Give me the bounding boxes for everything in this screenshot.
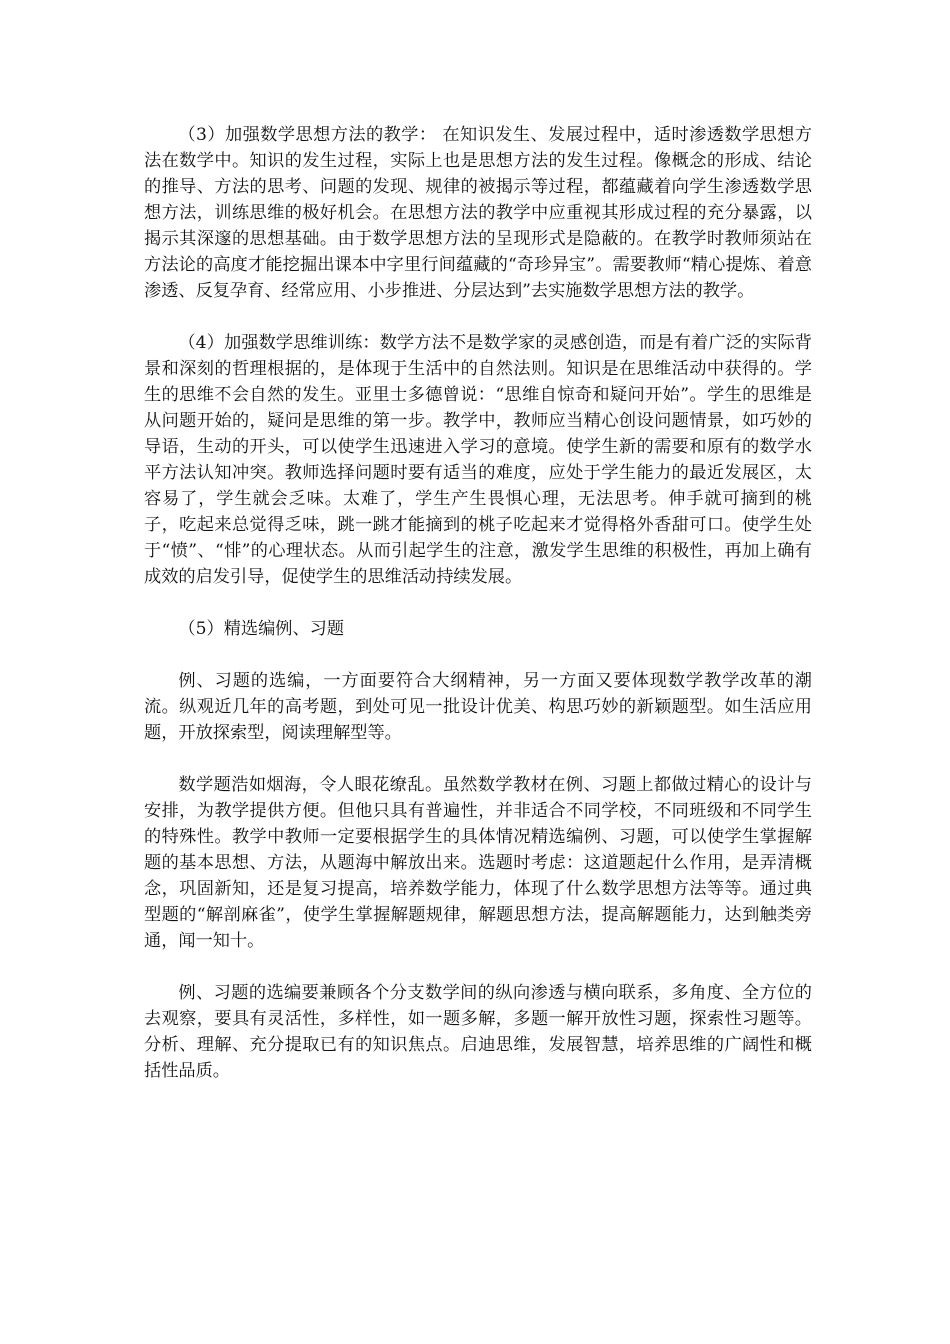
section-heading-exercises: （5）精选编例、习题 <box>178 619 345 639</box>
paragraph-exercise-ocean: 数学题浩如烟海，令人眼花缭乱。虽然数学教材在例、习题上都做过精心的设计与安排，为教学提供方便。但他只具有普遍性，并非适合不同学校，不同班级和不同学生的特殊性。教学中教师一定要根据学生的具体情况精选编例、习题，可以使学生掌握解题的基本思想、方法，从题海中解放出来。选题时考虑：这道题起什么作用，是弄清概念，巩固新知，还是复习提高，培养数学能力，体现了什么数学思想方法等等。通过典型题的“解剖麻雀”，使学生掌握解题规律，解题思想方法，提高解题能力，达到触类旁通，闻一知十。 <box>144 775 812 951</box>
paragraph-thinking-methods: （3）加强数学思想方法的教学： 在知识发生、发展过程中，适时渗透数学思想方法在数学中。知识的发生过程，实际上也是思想方法的发生过程。像概念的形成、结论的推导、方法的思考、问题的发现、规律的被揭示等过程，都蕴藏着向学生渗透数学思想方法，训练思维的极好机会。在思想方法的教学中应重视其形成过程的充分暴露，以揭示其深邃的思想基础。由于数学思想方法的呈现形式是隐蔽的。在教学时教师须站在方法论的高度才能挖掘出课本中字里行间蕴藏的“奇珍异宝”。需要教师“精心提炼、着意渗透、反复孕育、经常应用、小步推进、分层达到”去实施数学思想方法的教学。 <box>144 125 812 301</box>
paragraph-exercise-selection: 例、习题的选编，一方面要符合大纲精神，另一方面又要体现数学教学改革的潮流。纵观近几年的高考题，到处可见一批设计优美、构思巧妙的新颖题型。如生活应用题，开放探索型，阅读理解型等。 <box>144 671 812 743</box>
document-body <box>144 122 812 1110</box>
paragraph-thinking-training: （4）加强数学思维训练：数学方法不是数学家的灵感创造，而是有着广泛的实际背景和深刻的哲理根据的，是体现于生活中的自然法则。知识是在思维活动中获得的。学生的思维不会自然的发生。亚里士多德曾说：“思维自惊奇和疑问开始”。学生的思维是从问题开始的，疑问是思维的第一步。教学中，教师应当精心创设问题情景，如巧妙的导语，生动的开头，可以使学生迅速进入学习的意境。使学生新的需要和原有的数学水平方法认知冲突。教师选择问题时要有适当的难度，应处于学生能力的最近发展区，太容易了，学生就会乏味。太难了，学生产生畏惧心理，无法思考。伸手就可摘到的桃子，吃起来总觉得乏味，跳一跳才能摘到的桃子吃起来才觉得格外香甜可口。使学生处于“愤”、“悱”的心理状态。从而引起学生的注意，激发学生思维的积极性，再加上确有成效的启发引导，促使学生的思维活动持续发展。 <box>144 333 812 587</box>
paragraph-exercise-balance: 例、习题的选编要兼顾各个分支数学间的纵向渗透与横向联系，多角度、全方位的去观察，要具有灵活性，多样性，如一题多解，多题一解开放性习题，探索性习题等。分析、理解、充分提取已有的知识焦点。启迪思维，发展智慧，培养思维的广阔性和概括性品质。 <box>144 983 812 1081</box>
